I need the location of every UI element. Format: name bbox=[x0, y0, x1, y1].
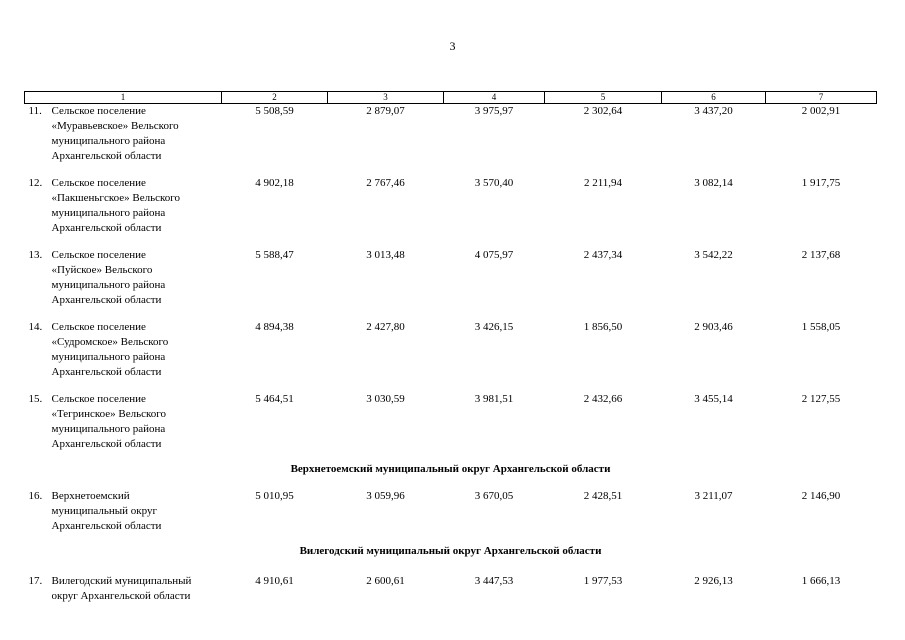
row-name-cell bbox=[25, 248, 222, 320]
value-col-4: 3 426,15 bbox=[474, 321, 514, 333]
row-name-cell bbox=[25, 320, 222, 392]
table-row bbox=[25, 392, 877, 462]
value-col-5: 2 302,64 bbox=[583, 105, 623, 117]
value-col-3: 3 059,96 bbox=[366, 490, 405, 502]
page-number: 3 bbox=[449, 39, 456, 53]
section-heading-row bbox=[25, 462, 877, 489]
column-header-1: 1 bbox=[25, 92, 222, 104]
row-name-cell bbox=[25, 176, 222, 248]
table-row bbox=[25, 320, 877, 392]
value-col-3: 2 427,80 bbox=[366, 321, 405, 333]
table-row bbox=[25, 176, 877, 248]
row-number: 11. bbox=[28, 105, 42, 117]
row-number: 14. bbox=[28, 321, 43, 333]
table-row bbox=[25, 248, 877, 320]
value-col-7: 1 917,75 bbox=[801, 177, 841, 189]
value-col-7: 2 137,68 bbox=[801, 249, 841, 261]
table-row bbox=[25, 574, 877, 604]
data-table bbox=[24, 91, 877, 604]
row-name-cell bbox=[25, 574, 222, 604]
table-row bbox=[25, 489, 877, 544]
value-col-3: 2 767,46 bbox=[366, 177, 405, 189]
value-col-5: 2 428,51 bbox=[583, 490, 623, 502]
row-name-cell bbox=[25, 392, 222, 462]
row-number: 16. bbox=[28, 490, 43, 502]
row-name: Сельское поселение «Муравьевское» Вельского муниципального района Архангельской области bbox=[51, 105, 179, 162]
value-col-2: 5 464,51 bbox=[255, 393, 294, 405]
value-col-5: 2 211,94 bbox=[583, 177, 623, 189]
value-col-5: 1 856,50 bbox=[583, 321, 623, 333]
column-header-4: 4 bbox=[444, 92, 545, 104]
table-header-row bbox=[25, 92, 877, 104]
row-number: 17. bbox=[28, 575, 43, 587]
section-heading: Вилегодский муниципальный округ Архангельской области bbox=[299, 545, 602, 557]
value-col-7: 2 146,90 bbox=[801, 490, 841, 502]
column-header-6: 6 bbox=[662, 92, 766, 104]
row-name: Сельское поселение «Пакшеньгское» Вельского муниципального района Архангельской области bbox=[51, 177, 181, 234]
value-col-6: 3 211,07 bbox=[694, 490, 733, 502]
value-col-2: 5 508,59 bbox=[255, 105, 294, 117]
column-header-7: 7 bbox=[766, 92, 877, 104]
column-header-5: 5 bbox=[545, 92, 662, 104]
value-col-7: 1 558,05 bbox=[801, 321, 841, 333]
row-number: 13. bbox=[28, 249, 43, 261]
value-col-3: 2 879,07 bbox=[366, 105, 405, 117]
value-col-7: 1 666,13 bbox=[801, 575, 841, 587]
value-col-3: 3 030,59 bbox=[366, 393, 405, 405]
value-col-6: 3 455,14 bbox=[694, 393, 733, 405]
value-col-4: 3 570,40 bbox=[474, 177, 514, 189]
column-header-2: 2 bbox=[222, 92, 328, 104]
row-name: Сельское поселение «Пуйское» Вельского муниципального района Архангельской области bbox=[51, 249, 166, 306]
value-col-4: 3 975,97 bbox=[474, 105, 514, 117]
value-col-6: 3 437,20 bbox=[694, 105, 733, 117]
value-col-3: 2 600,61 bbox=[366, 575, 405, 587]
row-name: Вилегодский муниципальный округ Архангельской области bbox=[51, 575, 192, 602]
value-col-5: 2 437,34 bbox=[583, 249, 623, 261]
row-name: Сельское поселение «Судромское» Вельского муниципального района Архангельской области bbox=[51, 321, 169, 378]
value-col-3: 3 013,48 bbox=[366, 249, 405, 261]
section-heading-row bbox=[25, 544, 877, 574]
column-header-3: 3 bbox=[328, 92, 444, 104]
value-col-2: 4 902,18 bbox=[255, 177, 294, 189]
section-heading: Верхнетоемский муниципальный округ Архангельской области bbox=[290, 463, 611, 475]
value-col-7: 2 002,91 bbox=[801, 105, 841, 117]
value-col-7: 2 127,55 bbox=[801, 393, 841, 405]
row-name-cell bbox=[25, 489, 222, 544]
value-col-2: 4 910,61 bbox=[255, 575, 294, 587]
value-col-4: 3 670,05 bbox=[474, 490, 514, 502]
value-col-6: 3 082,14 bbox=[694, 177, 733, 189]
row-number: 15. bbox=[28, 393, 43, 405]
value-col-6: 3 542,22 bbox=[694, 249, 733, 261]
value-col-4: 4 075,97 bbox=[474, 249, 514, 261]
value-col-5: 2 432,66 bbox=[583, 393, 623, 405]
row-name-cell bbox=[25, 104, 222, 177]
row-name: Верхнетоемский муниципальный округ Архангельской области bbox=[51, 490, 162, 532]
row-number: 12. bbox=[28, 177, 43, 189]
value-col-2: 5 588,47 bbox=[255, 249, 294, 261]
row-name: Сельское поселение «Тегринское» Вельского муниципального района Архангельской области bbox=[51, 393, 167, 450]
value-col-2: 4 894,38 bbox=[255, 321, 294, 333]
value-col-4: 3 447,53 bbox=[474, 575, 514, 587]
value-col-6: 2 903,46 bbox=[694, 321, 733, 333]
value-col-5: 1 977,53 bbox=[583, 575, 623, 587]
value-col-4: 3 981,51 bbox=[474, 393, 514, 405]
value-col-6: 2 926,13 bbox=[694, 575, 733, 587]
table-row bbox=[25, 104, 877, 177]
value-col-2: 5 010,95 bbox=[255, 490, 294, 502]
